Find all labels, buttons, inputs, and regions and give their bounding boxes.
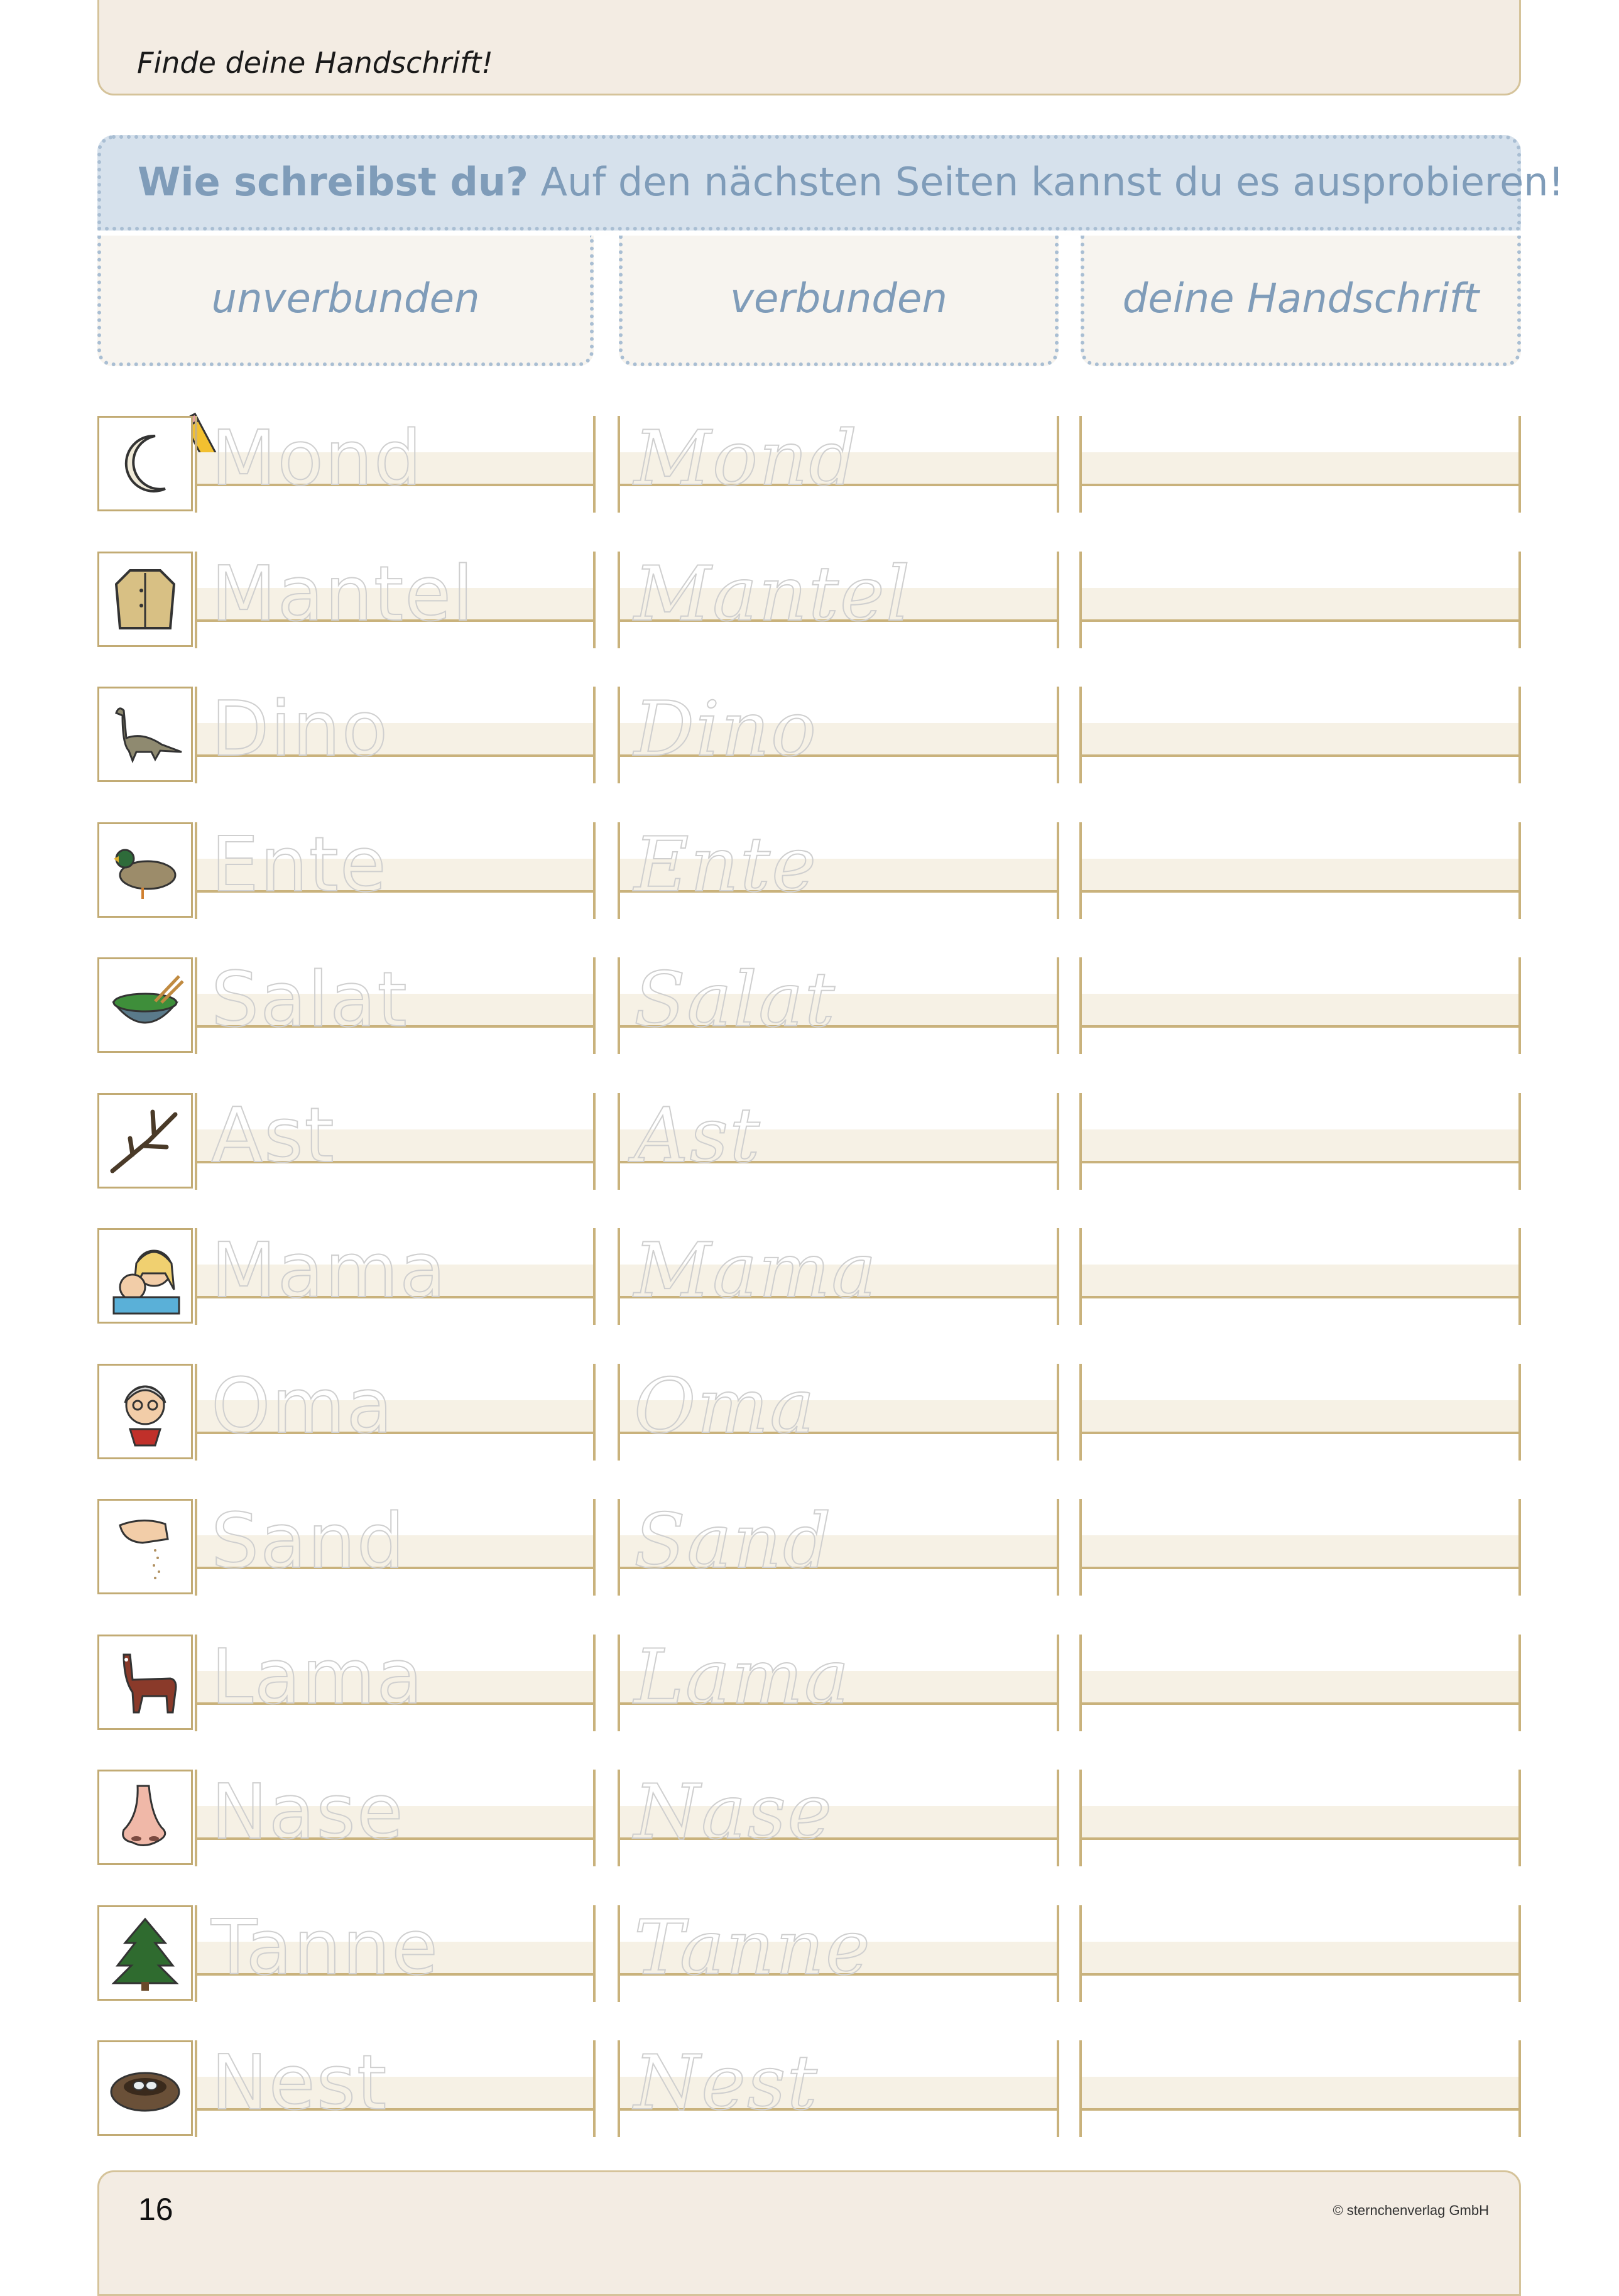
trace-word: Lama	[211, 1634, 424, 1721]
word-picture	[97, 957, 193, 1053]
writing-line-verbunden[interactable]	[618, 822, 1059, 919]
baseline	[1082, 484, 1518, 486]
writing-line-handschrift[interactable]	[1079, 552, 1521, 648]
fir-tree-icon	[105, 1913, 185, 1993]
branch-icon	[105, 1101, 185, 1181]
word-picture	[97, 1228, 193, 1324]
word-row	[0, 1499, 1619, 1599]
baseline	[1082, 1973, 1518, 1976]
word-picture	[97, 1499, 193, 1594]
word-picture	[97, 822, 193, 918]
word-row	[0, 1635, 1619, 1735]
baseline	[1082, 1432, 1518, 1434]
trace-word: Mond	[634, 415, 859, 503]
writing-line-verbunden[interactable]	[618, 1499, 1059, 1596]
writing-line-unverbunden[interactable]	[195, 552, 596, 648]
instruction-detail: Auf den nächsten Seiten kannst du es ausprobieren!	[540, 159, 1564, 205]
writing-line-handschrift[interactable]	[1079, 416, 1521, 513]
word-row	[0, 1093, 1619, 1194]
instruction-header	[97, 135, 1564, 231]
baseline	[1082, 754, 1518, 757]
sand-hand-icon	[105, 1506, 185, 1587]
writing-line-handschrift[interactable]	[1079, 1093, 1521, 1190]
word-picture	[97, 1770, 193, 1865]
trace-word: Salat	[211, 957, 408, 1044]
writing-line-handschrift[interactable]	[1079, 1770, 1521, 1866]
word-row	[0, 2040, 1619, 2141]
writing-line-verbunden[interactable]	[618, 1770, 1059, 1866]
writing-line-verbunden[interactable]	[618, 416, 1059, 513]
writing-line-handschrift[interactable]	[1079, 1905, 1521, 2002]
trace-word: Mama	[211, 1227, 447, 1315]
trace-word: Tanne	[211, 1905, 439, 1992]
trace-word: Ente	[211, 822, 388, 909]
midline-band	[1082, 1942, 1518, 1973]
trace-word: Tanne	[634, 1905, 871, 1992]
baseline	[1082, 2108, 1518, 2111]
word-row	[0, 416, 1619, 516]
writing-line-unverbunden[interactable]	[195, 957, 596, 1054]
trace-word: Nase	[634, 1769, 834, 1856]
column-header-unverbunden: unverbunden	[97, 236, 594, 366]
word-row	[0, 552, 1619, 652]
baseline	[1082, 1567, 1518, 1569]
trace-word: Dino	[211, 686, 390, 773]
page-number: 16	[138, 2192, 173, 2227]
writing-line-verbunden[interactable]	[618, 957, 1059, 1054]
word-row	[0, 822, 1619, 923]
midline-band	[1082, 723, 1518, 754]
writing-line-unverbunden[interactable]	[195, 1364, 596, 1461]
trace-word: Oma	[634, 1363, 816, 1450]
writing-line-handschrift[interactable]	[1079, 1364, 1521, 1461]
word-picture	[97, 2040, 193, 2136]
duck-icon	[105, 830, 185, 910]
midline-band	[1082, 1400, 1518, 1432]
midline-band	[1082, 1129, 1518, 1161]
instruction-question: Wie schreibst du?	[138, 159, 528, 205]
writing-line-handschrift[interactable]	[1079, 687, 1521, 783]
trace-word: Dino	[634, 686, 818, 773]
trace-word: Nest	[634, 2040, 819, 2127]
grandmother-icon	[105, 1371, 185, 1452]
word-picture	[97, 687, 193, 782]
writing-line-unverbunden[interactable]	[195, 1635, 596, 1731]
writing-line-handschrift[interactable]	[1079, 1499, 1521, 1596]
writing-line-unverbunden[interactable]	[195, 416, 596, 513]
midline-band	[1082, 1265, 1518, 1296]
column-header-verbunden: verbunden	[619, 236, 1059, 366]
word-row	[0, 957, 1619, 1058]
page-title: Finde deine Handschrift!	[137, 46, 493, 80]
writing-line-verbunden[interactable]	[618, 1635, 1059, 1731]
trace-word: Nase	[211, 1769, 405, 1856]
word-row	[0, 1364, 1619, 1464]
trace-word: Mond	[211, 415, 423, 503]
midline-band	[1082, 588, 1518, 619]
instruction-text	[138, 159, 1564, 205]
writing-line-unverbunden[interactable]	[195, 2040, 596, 2137]
writing-line-verbunden[interactable]	[618, 1093, 1059, 1190]
trace-word: Mantel	[634, 551, 912, 638]
writing-line-unverbunden[interactable]	[195, 822, 596, 919]
midline-band	[1082, 859, 1518, 890]
nest-icon	[105, 2048, 185, 2128]
writing-line-verbunden[interactable]	[618, 2040, 1059, 2137]
word-row	[0, 687, 1619, 787]
baseline	[1082, 1025, 1518, 1028]
baseline	[1082, 890, 1518, 893]
baseline	[1082, 1702, 1518, 1705]
word-picture	[97, 1905, 193, 2001]
salad-bowl-icon	[105, 965, 185, 1045]
word-row	[0, 1905, 1619, 2006]
trace-word: Ente	[634, 822, 818, 909]
word-row	[0, 1770, 1619, 1870]
writing-line-unverbunden[interactable]	[195, 1093, 596, 1190]
writing-line-unverbunden[interactable]	[195, 1905, 596, 2002]
llama-icon	[105, 1642, 185, 1722]
word-picture	[97, 1635, 193, 1730]
trace-word: Mantel	[211, 551, 475, 638]
writing-line-verbunden[interactable]	[618, 687, 1059, 783]
trace-word: Sand	[211, 1498, 406, 1586]
trace-word: Ast	[634, 1092, 761, 1180]
writing-line-unverbunden[interactable]	[195, 1770, 596, 1866]
midline-band	[1082, 1535, 1518, 1567]
midline-band	[1082, 1806, 1518, 1837]
writing-line-unverbunden[interactable]	[195, 1228, 596, 1325]
copyright-notice: © sternchenverlag GmbH	[1333, 2202, 1489, 2218]
trace-word: Oma	[211, 1363, 394, 1450]
dinosaur-icon	[105, 694, 185, 775]
writing-line-unverbunden[interactable]	[195, 687, 596, 783]
word-row	[0, 1228, 1619, 1329]
column-header-handschrift: deine Handschrift	[1081, 236, 1521, 366]
trace-word: Nest	[211, 2040, 388, 2127]
baseline	[1082, 619, 1518, 622]
baseline	[1082, 1837, 1518, 1840]
mother-child-icon	[105, 1236, 185, 1316]
trace-word: Sand	[634, 1498, 832, 1586]
writing-line-handschrift[interactable]	[1079, 1635, 1521, 1731]
writing-line-handschrift[interactable]	[1079, 2040, 1521, 2137]
writing-line-handschrift[interactable]	[1079, 957, 1521, 1054]
midline-band	[1082, 994, 1518, 1025]
baseline	[1082, 1161, 1518, 1163]
trace-word: Lama	[634, 1634, 851, 1721]
coat-icon	[105, 559, 185, 639]
midline-band	[1082, 1671, 1518, 1702]
writing-line-verbunden[interactable]	[618, 1905, 1059, 2002]
top-title-bar	[97, 0, 1521, 95]
trace-word: Mama	[634, 1227, 878, 1315]
nose-icon	[105, 1777, 185, 1858]
trace-word: Salat	[634, 957, 836, 1044]
midline-band	[1082, 2077, 1518, 2108]
footer-bar	[97, 2170, 1521, 2296]
writing-line-verbunden[interactable]	[618, 1228, 1059, 1325]
writing-line-handschrift[interactable]	[1079, 822, 1521, 919]
word-picture	[97, 1364, 193, 1459]
writing-line-handschrift[interactable]	[1079, 1228, 1521, 1325]
word-picture	[97, 416, 193, 511]
word-picture	[97, 552, 193, 647]
moon-icon	[105, 423, 185, 504]
trace-word: Ast	[211, 1092, 335, 1180]
writing-line-verbunden[interactable]	[618, 552, 1059, 648]
baseline	[1082, 1296, 1518, 1298]
word-picture	[97, 1093, 193, 1189]
writing-line-verbunden[interactable]	[618, 1364, 1059, 1461]
midline-band	[1082, 452, 1518, 484]
writing-line-unverbunden[interactable]	[195, 1499, 596, 1596]
